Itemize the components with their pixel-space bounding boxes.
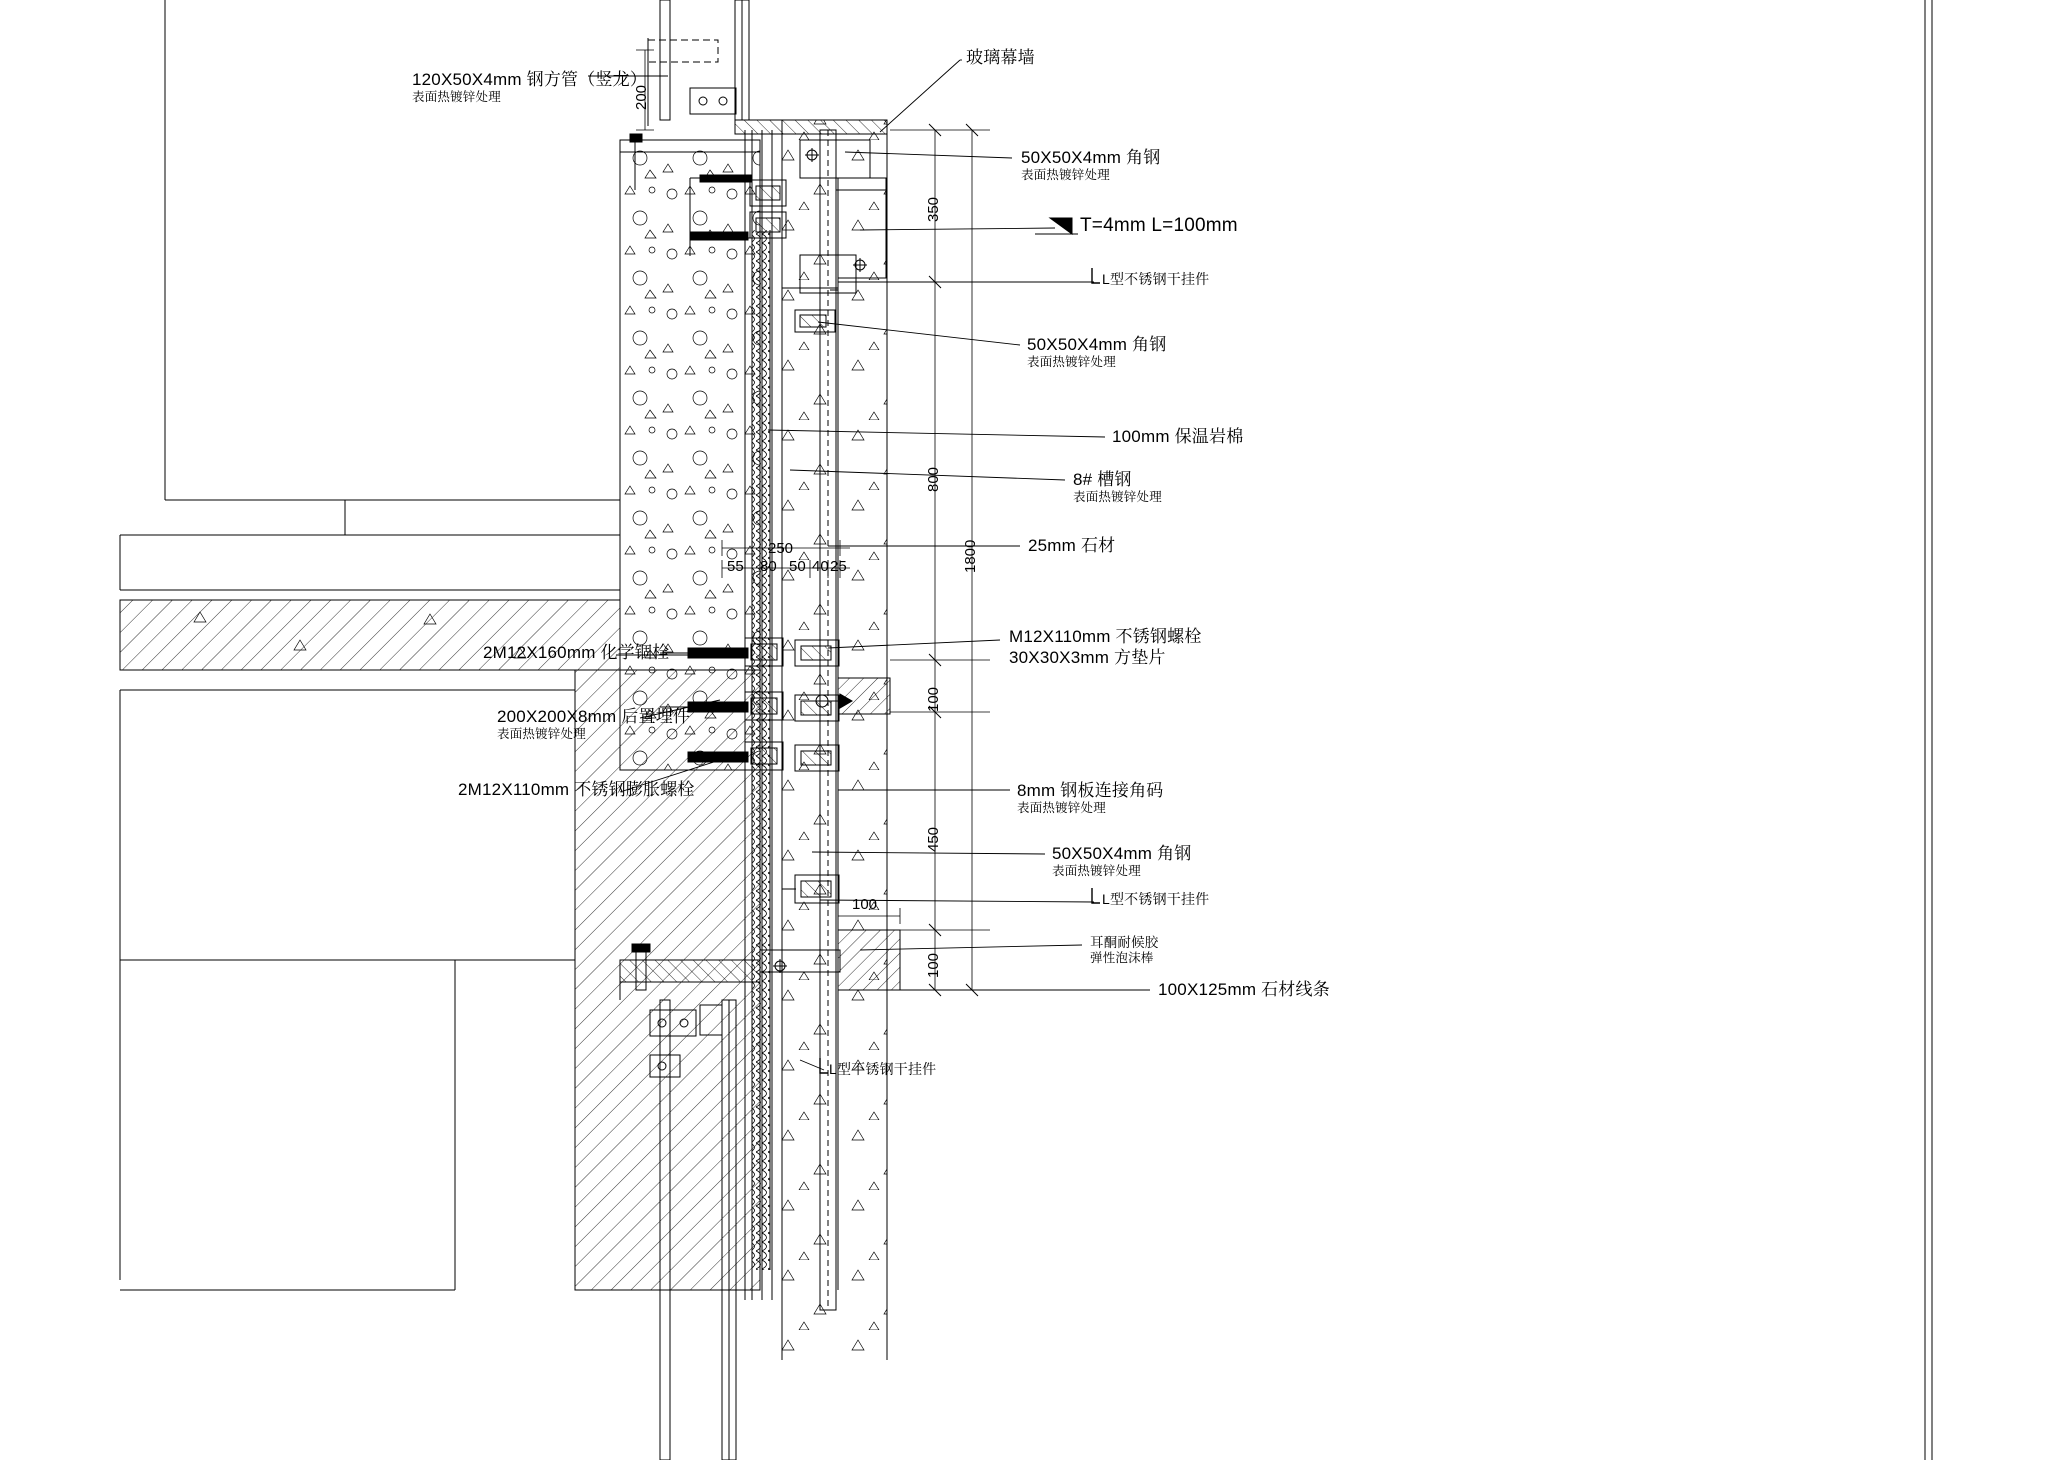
annotation-main-text: 120X50X4mm 钢方管（竖龙） [412,70,648,89]
annotation-main-text: 50X50X4mm 角钢 [1027,335,1167,354]
annotation-main-text: 100X125mm 石材线条 [1158,980,1330,999]
annotation-sub-text: 弹性泡沫棒 [1090,950,1154,965]
annotation-angle-steel-50x50-mid [1027,335,1166,369]
dimension-25: 25 [830,558,847,575]
dimension-350: 350 [925,196,942,222]
dimension-50: 50 [789,558,806,575]
dimension-250: 250 [768,540,794,557]
annotation-angle-steel-50x50-top [1021,148,1160,182]
annotation-bolt-m12x110 [1009,627,1202,647]
annotation-connector-8mm [1017,781,1164,815]
annotation-main-text: L型不锈钢干挂件 [829,1061,937,1077]
dimension-40: 40 [812,558,829,575]
annotation-washer-30x30x3 [1009,648,1166,668]
annotation-glass-curtain-wall [966,48,1035,68]
annotation-silicone-sealant [1090,935,1159,965]
annotation-sub-text: 表面热镀锌处理 [1073,489,1162,504]
annotation-sub-text: 表面热镀锌处理 [1027,354,1116,369]
annotation-stone-line-100x125 [1158,980,1330,1000]
dimension-200: 200 [633,84,650,110]
dimension-1800: 1800 [962,539,979,573]
dimension-80: 80 [760,558,777,575]
annotation-sub-text: 表面热镀锌处理 [1021,167,1110,182]
annotation-chemical-anchor-2m12x160 [483,643,669,663]
annotation-sub-text: 表面热镀锌处理 [1017,800,1106,815]
annotation-stone-25mm [1028,536,1115,556]
annotation-main-text: 200X200X8mm 后置埋件 [497,707,691,726]
annotation-channel-steel-8 [1073,470,1162,504]
annotation-main-text: M12X110mm 不锈钢螺栓 [1009,627,1202,646]
annotation-main-text: 2M12X110mm 不锈钢膨胀螺栓 [458,780,695,799]
dimension-55: 55 [727,558,744,575]
annotation-angle-steel-50x50-bottom [1052,844,1191,878]
annotation-main-text: 耳酮耐候胶 [1090,935,1159,950]
annotation-insulation-100mm [1112,427,1243,447]
annotation-main-text: 8mm 钢板连接角码 [1017,781,1164,800]
annotation-expansion-bolt-2m12x110 [458,780,695,800]
annotation-weld-note [1080,215,1238,237]
annotation-main-text: 50X50X4mm 角钢 [1052,844,1192,863]
annotation-main-text: 25mm 石材 [1028,536,1116,555]
annotation-main-text: 8# 槽钢 [1073,470,1132,489]
annotation-main-text: L型不锈钢干挂件 [1102,271,1210,287]
annotation-main-text: 2M12X160mm 化学锢栓 [483,643,670,662]
annotation-main-text: 30X30X3mm 方垫片 [1009,648,1166,667]
dimension-100-trim: 100 [852,896,878,913]
annotation-stainless-dry-hanger-1 [1102,271,1209,287]
dimension-100-lower: 100 [925,952,942,978]
annotation-stainless-dry-hanger-3 [829,1061,936,1077]
annotation-steel-tube-120x50 [412,70,647,104]
annotation-main-text: 100mm 保温岩棉 [1112,427,1244,446]
annotation-main-text: L型不锈钢干挂件 [1102,891,1210,907]
annotation-embedded-plate-200x200 [497,707,690,741]
dimension-100-upper: 100 [925,686,942,712]
annotation-sub-text: 表面热镀锌处理 [497,726,586,741]
dimension-800: 800 [925,466,942,492]
annotation-main-text: T=4mm L=100mm [1080,215,1238,236]
annotation-main-text: 玻璃幕墙 [966,48,1035,67]
annotation-stainless-dry-hanger-2 [1102,891,1209,907]
dimension-450: 450 [925,826,942,852]
annotation-sub-text: 表面热镀锌处理 [1052,863,1141,878]
annotation-sub-text: 表面热镀锌处理 [412,89,501,104]
annotation-main-text: 50X50X4mm 角钢 [1021,148,1161,167]
